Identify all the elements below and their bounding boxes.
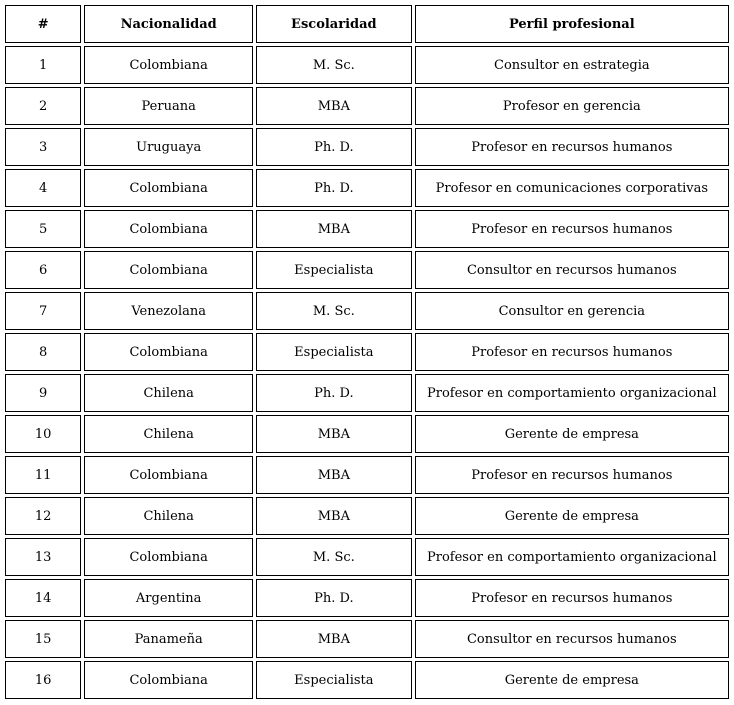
table-row [5,415,729,453]
table-row [5,169,729,207]
cell-number: 15 [5,620,81,658]
table-body [5,46,729,699]
cell-nacionalidad: Colombiana [84,538,253,576]
cell-nacionalidad: Chilena [84,497,253,535]
cell-escolaridad: Especialista [256,251,412,289]
cell-nacionalidad: Colombiana [84,251,253,289]
cell-number: 3 [5,128,81,166]
cell-number: 1 [5,46,81,84]
cell-number: 7 [5,292,81,330]
table-row [5,374,729,412]
cell-number: 4 [5,169,81,207]
cell-number: 16 [5,661,81,699]
cell-perfil-profesional: Profesor en recursos humanos [415,579,729,617]
cell-escolaridad: M. Sc. [256,46,412,84]
cell-nacionalidad: Venezolana [84,292,253,330]
cell-perfil-profesional: Consultor en recursos humanos [415,620,729,658]
cell-number: 5 [5,210,81,248]
cell-escolaridad: M. Sc. [256,292,412,330]
header-perfil-profesional: Perfil profesional [415,5,729,43]
cell-escolaridad: Ph. D. [256,128,412,166]
table-row [5,46,729,84]
cell-nacionalidad: Colombiana [84,169,253,207]
cell-nacionalidad: Colombiana [84,661,253,699]
cell-escolaridad: MBA [256,415,412,453]
table-row [5,538,729,576]
table-row [5,620,729,658]
table-row [5,210,729,248]
header-number: # [5,5,81,43]
cell-escolaridad: MBA [256,497,412,535]
table-row [5,128,729,166]
header-escolaridad: Escolaridad [256,5,412,43]
cell-nacionalidad: Colombiana [84,456,253,494]
cell-perfil-profesional: Consultor en gerencia [415,292,729,330]
cell-escolaridad: Especialista [256,661,412,699]
cell-nacionalidad: Argentina [84,579,253,617]
table-row [5,292,729,330]
profiles-table [2,2,732,702]
cell-number: 9 [5,374,81,412]
cell-escolaridad: MBA [256,210,412,248]
cell-number: 2 [5,87,81,125]
cell-perfil-profesional: Profesor en recursos humanos [415,456,729,494]
cell-perfil-profesional: Gerente de empresa [415,497,729,535]
cell-nacionalidad: Chilena [84,374,253,412]
cell-perfil-profesional: Profesor en comportamiento organizacional [415,538,729,576]
cell-perfil-profesional: Consultor en recursos humanos [415,251,729,289]
cell-nacionalidad: Chilena [84,415,253,453]
cell-escolaridad: MBA [256,620,412,658]
cell-nacionalidad: Colombiana [84,333,253,371]
cell-number: 12 [5,497,81,535]
table-row [5,661,729,699]
table-row [5,497,729,535]
cell-nacionalidad: Uruguaya [84,128,253,166]
cell-number: 11 [5,456,81,494]
cell-escolaridad: Ph. D. [256,374,412,412]
header-nacionalidad: Nacionalidad [84,5,253,43]
cell-perfil-profesional: Profesor en comunicaciones corporativas [415,169,729,207]
cell-escolaridad: MBA [256,87,412,125]
table-row [5,579,729,617]
header-row [5,5,729,43]
cell-number: 14 [5,579,81,617]
cell-number: 6 [5,251,81,289]
cell-escolaridad: M. Sc. [256,538,412,576]
cell-escolaridad: Ph. D. [256,169,412,207]
cell-number: 10 [5,415,81,453]
cell-escolaridad: Especialista [256,333,412,371]
cell-perfil-profesional: Profesor en recursos humanos [415,333,729,371]
cell-nacionalidad: Colombiana [84,46,253,84]
cell-escolaridad: MBA [256,456,412,494]
cell-number: 8 [5,333,81,371]
table-row [5,87,729,125]
cell-perfil-profesional: Gerente de empresa [415,661,729,699]
table-row [5,456,729,494]
cell-nacionalidad: Colombiana [84,210,253,248]
cell-perfil-profesional: Profesor en recursos humanos [415,210,729,248]
cell-perfil-profesional: Profesor en gerencia [415,87,729,125]
cell-number: 13 [5,538,81,576]
cell-nacionalidad: Peruana [84,87,253,125]
cell-perfil-profesional: Profesor en comportamiento organizacional [415,374,729,412]
cell-perfil-profesional: Gerente de empresa [415,415,729,453]
table-row [5,251,729,289]
cell-perfil-profesional: Consultor en estrategia [415,46,729,84]
table-row [5,333,729,371]
cell-escolaridad: Ph. D. [256,579,412,617]
cell-nacionalidad: Panameña [84,620,253,658]
cell-perfil-profesional: Profesor en recursos humanos [415,128,729,166]
